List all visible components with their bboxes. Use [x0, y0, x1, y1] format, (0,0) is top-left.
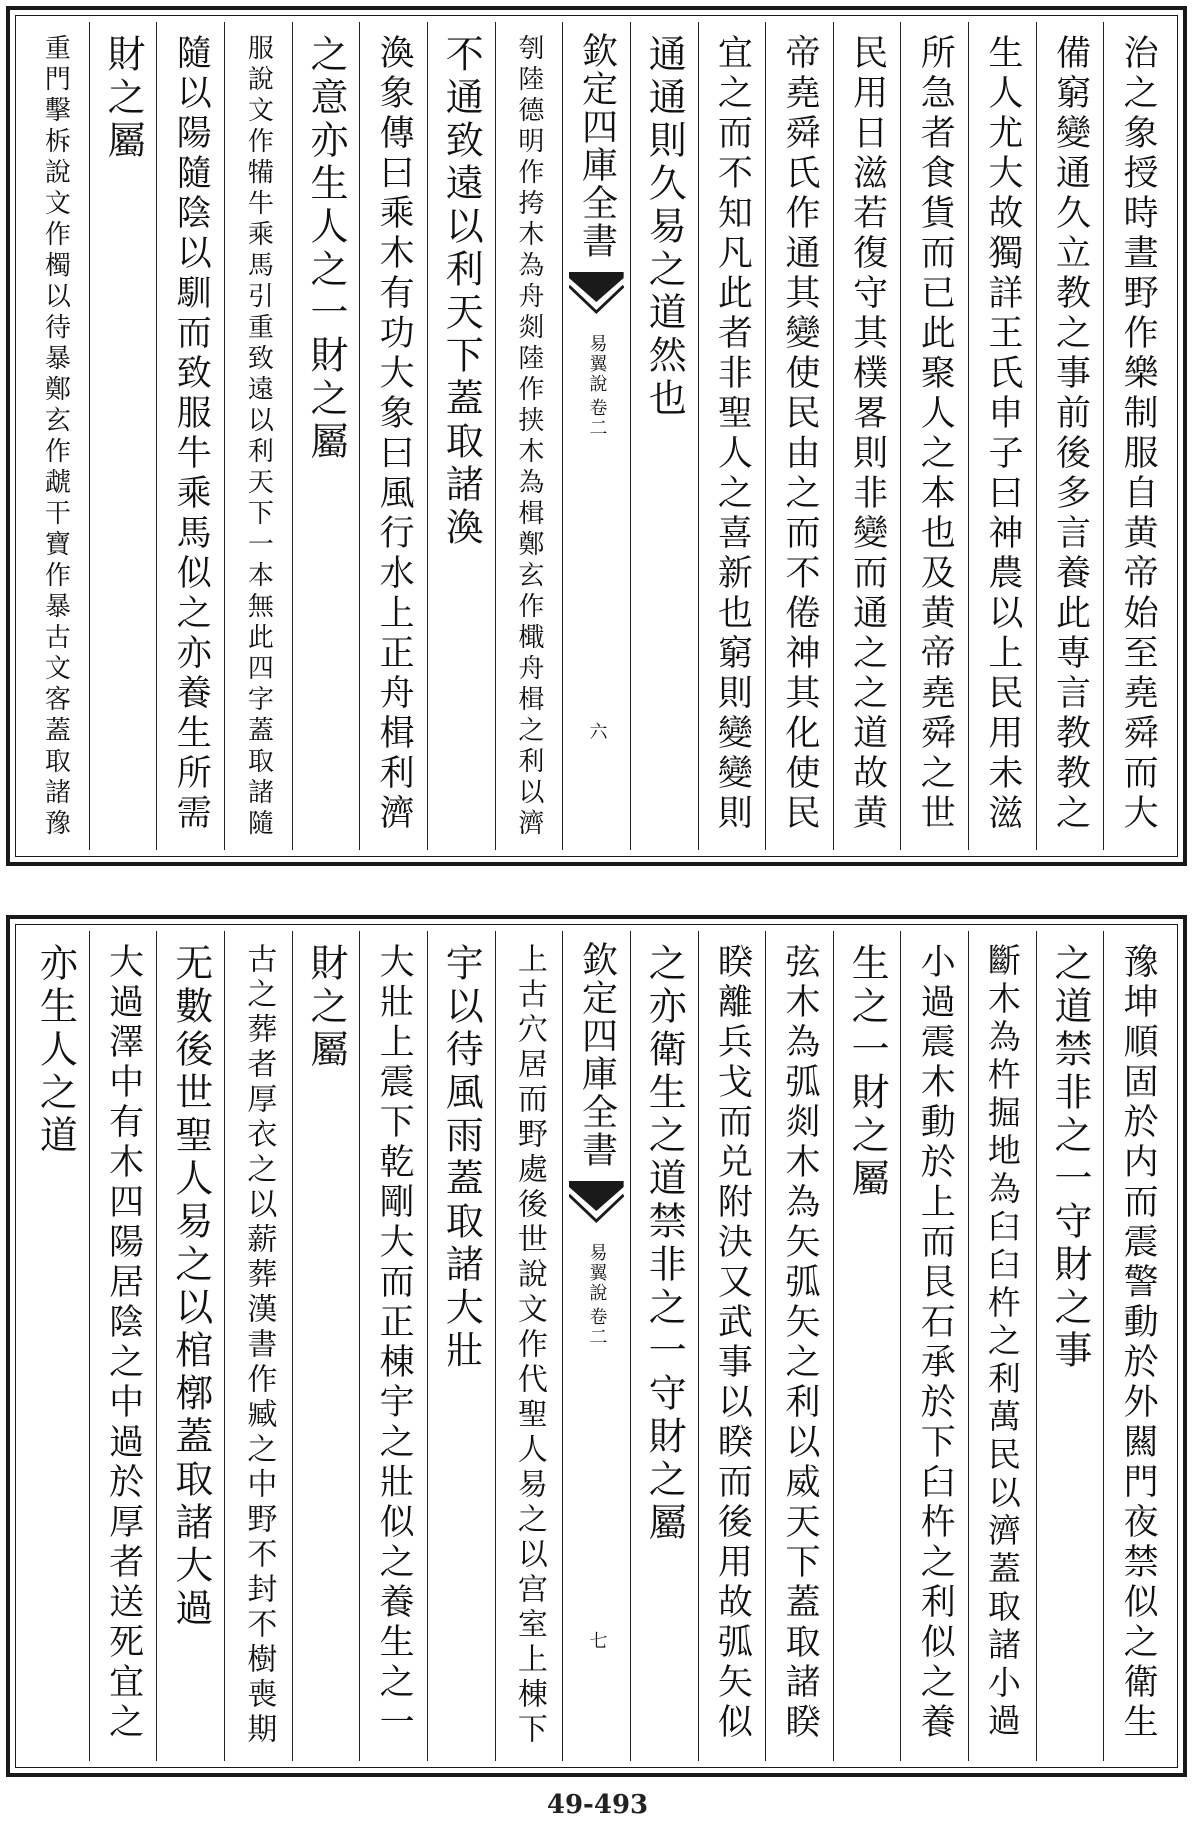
bottom-text-column: [156, 931, 224, 1761]
text-line: 服說文作犕牛乘馬引重致遠以利天下一本無此四字蓋取諸隨: [243, 34, 274, 840]
text-line: 睽離兵戈而兑附決又武事以睽而後用故弧矢似: [712, 943, 753, 1743]
top-columns: [22, 22, 1171, 850]
text-line: 治之象授時晝野作樂制服自黄帝始至堯舜而大: [1118, 34, 1159, 834]
text-line: 大壯上震下乾剛大而正棟宇之壯似之養生之一: [374, 943, 415, 1743]
text-line: 財之屬: [303, 943, 348, 1072]
bottom-text-column: [427, 931, 495, 1761]
text-line: 所急者食貨而已此聚人之本也及黄帝堯舜之世: [915, 34, 956, 834]
book-title: 欽定四庫全書: [576, 32, 618, 260]
top-text-column: [968, 22, 1036, 850]
bottom-text-column: [968, 931, 1036, 1761]
text-line: 上古穴居而野處後世說文作代聖人易之以宫室上棟下: [511, 943, 547, 1748]
text-line: 之意亦生人之一財之屬: [303, 34, 348, 464]
bottom-text-column: [833, 931, 901, 1761]
top-text-column: [833, 22, 901, 850]
book-title: 欽定四庫全書: [576, 941, 618, 1169]
text-line: 刳陸德明作挎木為舟剡陸作挟木為楫鄭玄作檝舟楫之利以濟: [513, 34, 544, 840]
text-line: 渙象傳曰乘木有功大象曰風行水上正舟楫利濟: [374, 34, 415, 834]
text-line: 大過澤中有木四陽居陰之中過於厚者送死宜之: [103, 943, 144, 1743]
text-line: 備窮變通久立教之事前後多言養此専言教教之: [1050, 34, 1091, 834]
text-line: 之亦衛生之道禁非之一守財之屬: [642, 943, 687, 1545]
section-label: [588, 334, 606, 438]
bottom-text-column: [900, 931, 968, 1761]
bottom-text-column: [1036, 931, 1104, 1761]
text-line: 隨以陽隨陰以馴而致服牛乘馬似之亦養生所需: [171, 34, 212, 834]
section-title: 易翼說: [586, 1243, 608, 1303]
top-text-column: [427, 22, 495, 850]
top-text-column: [156, 22, 224, 850]
top-text-column: [630, 22, 698, 850]
text-line: 通通則久易之道然也: [642, 34, 687, 421]
top-text-column: [495, 22, 563, 850]
bottom-text-column: [765, 931, 833, 1761]
top-text-column: [89, 22, 157, 850]
bottom-text-column: [224, 931, 292, 1761]
text-line: 古之葬者厚衣之以薪葬漢書作臧之中野不封不樹喪期: [241, 943, 277, 1748]
text-line: 亦生人之道: [33, 943, 78, 1158]
bottom-text-column: [630, 931, 698, 1761]
top-text-column: [224, 22, 292, 850]
bottom-text-column: [359, 931, 427, 1761]
top-page-panel: [6, 6, 1187, 866]
bottom-page-panel: [6, 915, 1187, 1777]
text-line: 不通致遠以利天下蓋取諸渙: [439, 34, 484, 550]
bottom-text-column: [22, 931, 89, 1761]
leaf-number: 六: [586, 722, 608, 740]
text-line: 民用日滋若復守其樸畧則非變而通之之道故黄: [847, 34, 888, 834]
bottom-center-column: [562, 931, 630, 1761]
text-line: 弦木為弧剡木為矢弧矢之利以威天下蓋取諸睽: [779, 943, 820, 1743]
top-text-column: [1103, 22, 1171, 850]
section-title: 易翼說: [586, 334, 608, 394]
leaf-number: 七: [586, 1631, 608, 1649]
top-text-column: [292, 22, 360, 850]
text-line: 斷木為杵掘地為臼臼杵之利萬民以濟蓋取諸小過: [982, 943, 1022, 1741]
text-line: 豫坤順固於内而震警動於外闗門夜禁似之衛生: [1118, 943, 1159, 1743]
text-line: 生之一財之屬: [845, 943, 890, 1201]
text-line: 之道禁非之一守財之事: [1048, 943, 1093, 1373]
volume-label: 卷二: [586, 398, 608, 438]
text-line: 宇以待風雨蓋取諸大壯: [439, 943, 484, 1373]
bottom-text-column: [292, 931, 360, 1761]
bottom-text-column: [495, 931, 563, 1761]
text-line: 帝堯舜氏作通其變使民由之而不倦神其化使民: [779, 34, 820, 834]
bottom-text-column: [89, 931, 157, 1761]
text-line: 小過震木動於上而艮石承於下臼杵之利似之養: [915, 943, 956, 1743]
text-line: 生人尤大故獨詳王氏申子曰神農以上民用未滋: [982, 34, 1023, 834]
volume-label: 卷二: [586, 1307, 608, 1347]
section-label: [588, 1243, 606, 1347]
top-text-column: [359, 22, 427, 850]
fishtail-mark-icon: [569, 272, 624, 324]
top-center-column: [562, 22, 630, 850]
top-text-column: [22, 22, 89, 850]
fishtail-mark-icon: [569, 1181, 624, 1233]
bottom-columns: [22, 931, 1171, 1761]
text-line: 宜之而不知凡此者非聖人之喜新也窮則變變則: [712, 34, 753, 834]
top-text-column: [900, 22, 968, 850]
text-line: 重門擊柝說文作㯮以待暴鄭玄作虣干寶作暴古文客蓋取諸豫: [40, 34, 71, 840]
bottom-text-column: [698, 931, 766, 1761]
text-line: 无數後世聖人易之以棺槨蓋取諸大過: [168, 943, 213, 1631]
text-line: 財之屬: [101, 34, 146, 163]
top-text-column: [1036, 22, 1104, 850]
bottom-text-column: [1103, 931, 1171, 1761]
page-number: 49-493: [546, 1790, 649, 1820]
top-text-column: [765, 22, 833, 850]
top-text-column: [698, 22, 766, 850]
